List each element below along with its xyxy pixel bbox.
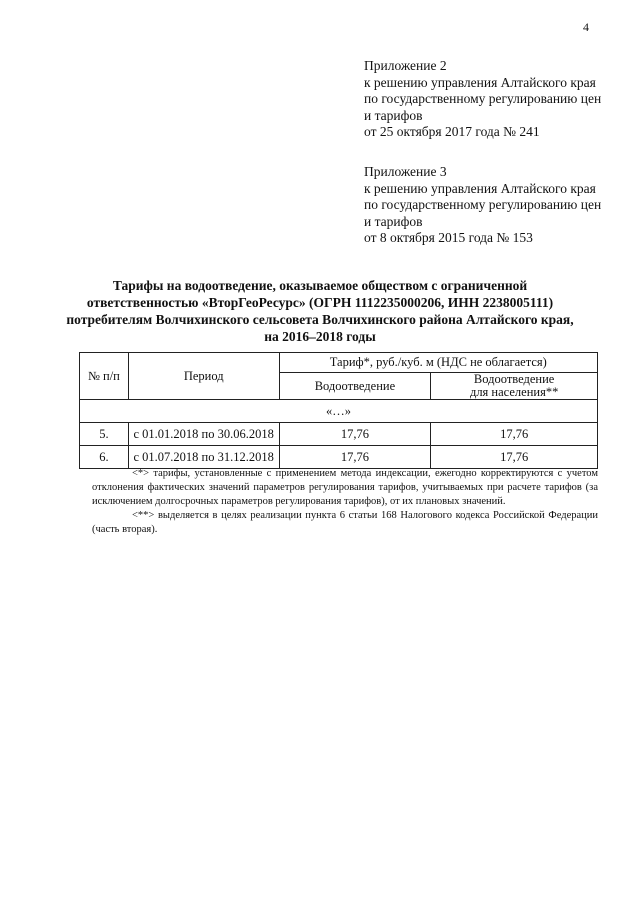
cell-num: 6. (80, 446, 129, 469)
appendix-2-line: к решению управления Алтайского края (364, 74, 596, 90)
appendix-2-header (364, 58, 601, 141)
table-row (80, 423, 598, 446)
cell-period: с 01.01.2018 по 30.06.2018 (128, 423, 279, 446)
header-num: № п/п (80, 353, 129, 400)
appendix-2-line: и тарифов (364, 107, 423, 123)
tariff-table (79, 352, 598, 469)
header-tariff: Тариф*, руб./куб. м (НДС не облагается) (279, 353, 597, 373)
title-line: на 2016–2018 годы (264, 329, 376, 344)
appendix-3-header (364, 164, 601, 247)
appendix-3-line: по государственному регулированию цен (364, 197, 602, 212)
table-row (80, 446, 598, 469)
document-title (60, 277, 580, 345)
footnotes (92, 467, 598, 537)
page-number: 4 (583, 20, 589, 34)
cell-period: с 01.07.2018 по 31.12.2018 (128, 446, 279, 469)
ellipsis-cell: «…» (80, 400, 598, 423)
header-population-line2: для населения** (469, 385, 559, 399)
table-header-row (80, 353, 598, 373)
appendix-2-line: от 25 октября 2017 года № 241 (364, 124, 540, 139)
title-line: потребителям Волчихинского сельсовета Волчихинского района Алтайского края, (66, 312, 574, 327)
cell-population: 17,76 (431, 423, 598, 446)
appendix-2-line: по государственному регулированию цен (364, 91, 602, 106)
header-population-line1: Водоотведение (473, 372, 555, 386)
cell-population: 17,76 (431, 446, 598, 469)
header-period: Период (128, 353, 279, 400)
appendix-3-line: Приложение 3 (364, 164, 447, 179)
cell-water: 17,76 (279, 446, 431, 469)
appendix-3-line: к решению управления Алтайского края (364, 180, 596, 196)
footnote-2: <**> выделяется в целях реализации пункта 6 статьи 168 Налогового кодекса Российской Федерации (часть вторая). (92, 510, 598, 535)
appendix-3-line: и тарифов (364, 213, 423, 229)
appendix-2-line: Приложение 2 (364, 58, 447, 73)
title-line: ответственностью «ВторГеоРесурс» (ОГРН 1112235000206, ИНН 2238005111) (86, 295, 554, 310)
title-line: Тарифы на водоотведение, оказываемое обществом с ограниченной (112, 278, 528, 293)
footnote-1: <*> тарифы, установленные с применением метода индексации, ежегодно корректируются с учетом отклонения фактических значений параметров регулирования тарифов, учитываемых при расчете тарифов (за исключением долгосрочных параметров регулирования тарифов), от их плановых значений. (92, 468, 598, 507)
table-row-ellipsis (80, 400, 598, 423)
cell-water: 17,76 (279, 423, 431, 446)
header-water-disposal-population (431, 373, 598, 400)
header-water-disposal: Водоотведение (279, 373, 431, 400)
cell-num: 5. (80, 423, 129, 446)
appendix-3-line: от 8 октября 2015 года № 153 (364, 230, 533, 245)
